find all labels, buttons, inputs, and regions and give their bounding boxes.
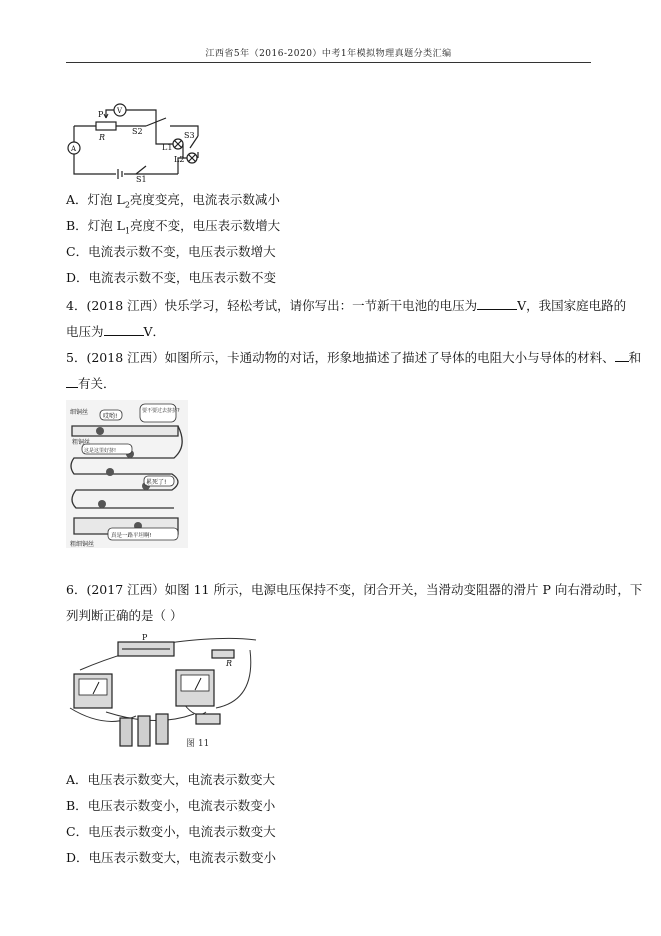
option-letter: D． xyxy=(66,270,89,285)
figure-caption: 图 11 xyxy=(186,739,210,749)
apparatus-label-p: P xyxy=(142,633,148,642)
q5-line-1: 5．(2018 江西）如图所示，卡通动物的对话，形象地描述了描述了导体的电阻大小与导体的材料、 和 xyxy=(66,350,642,365)
cartoon-bubble-5: 真是一路平坦啊! xyxy=(111,533,152,539)
circuit-label-p: P xyxy=(98,110,104,119)
q3-option-d: D．电流表示数不变，电压表示数不变 xyxy=(66,270,277,285)
option-letter: C． xyxy=(66,824,89,839)
cartoon-wires-figure xyxy=(66,400,188,548)
option-letter: A． xyxy=(66,192,88,207)
q4-line-1: 4．(2018 江西）快乐学习，轻松考试，请你写出：一节新干电池的电压为 V，我国家庭电路的 xyxy=(66,298,627,313)
answer-blank[interactable] xyxy=(66,374,78,388)
q6-option-b: B．电压表示数变小，电流表示数变小 xyxy=(66,798,276,813)
q6-line-2: 列判断正确的是（ ） xyxy=(66,608,183,623)
circuit-label-l1: L1 xyxy=(162,143,173,152)
cartoon-label-thin: 细铜丝 xyxy=(70,409,89,416)
cartoon-label-thick: 粗铜丝 xyxy=(72,439,91,446)
q6-option-d: D．电压表示数变大，电流表示数变小 xyxy=(66,850,277,865)
header-title: 江西省5年（2016-2020）中考1年模拟物理真题分类汇编 xyxy=(205,49,452,59)
q5-line-2: 有关． xyxy=(66,374,116,392)
q6-line-1: 6．(2017 江西）如图 11 所示，电源电压保持不变，闭合开关，当滑动变阻器的滑片 P 向右滑动时，下 xyxy=(66,582,643,597)
circuit-label-r: R xyxy=(99,133,106,142)
answer-blank[interactable] xyxy=(477,296,517,310)
q4-line-2: 电压为 V． xyxy=(66,324,166,339)
q6-option-a: A．电压表示数变大，电流表示数变大 xyxy=(66,772,276,787)
q3-option-c: C．电流表示数不变，电压表示数增大 xyxy=(66,244,276,259)
header-rule xyxy=(66,62,591,63)
circuit-label-l2: L2 xyxy=(174,155,185,164)
cartoon-bubble-3: 这是这里好挤! xyxy=(84,448,117,454)
cartoon-bubble-1: 哎哟! xyxy=(103,413,118,420)
answer-blank[interactable] xyxy=(104,322,144,336)
circuit-label-v: V xyxy=(117,107,123,115)
experiment-apparatus-figure xyxy=(66,630,262,750)
option-letter: C． xyxy=(66,244,89,259)
circuit-label-s3: S3 xyxy=(184,131,195,140)
answer-blank[interactable] xyxy=(615,348,629,362)
cartoon-bubble-2: 要不要过去挤挤? xyxy=(142,408,180,414)
q3-option-a: A．灯泡 $L_2$亮度变亮，电流表示数减小 xyxy=(66,192,280,210)
circuit-diagram-q3 xyxy=(66,100,206,182)
cartoon-bubble-4: 累死了! xyxy=(146,479,167,486)
circuit-label-a: A xyxy=(71,145,77,153)
option-letter: B． xyxy=(66,218,88,233)
option-letter: A． xyxy=(66,772,88,787)
option-letter: D． xyxy=(66,850,89,865)
apparatus-label-r: R xyxy=(226,659,233,668)
q3-option-b: B．灯泡 $L_1$亮度不变，电压表示数增大 xyxy=(66,218,281,236)
q6-option-c: C．电压表示数变小，电流表示数变大 xyxy=(66,824,276,839)
circuit-label-s2: S2 xyxy=(132,127,143,136)
option-letter: B． xyxy=(66,798,88,813)
circuit-label-s1: S1 xyxy=(136,175,147,182)
cartoon-label-thin-thick: 粗细铜丝 xyxy=(70,541,95,548)
